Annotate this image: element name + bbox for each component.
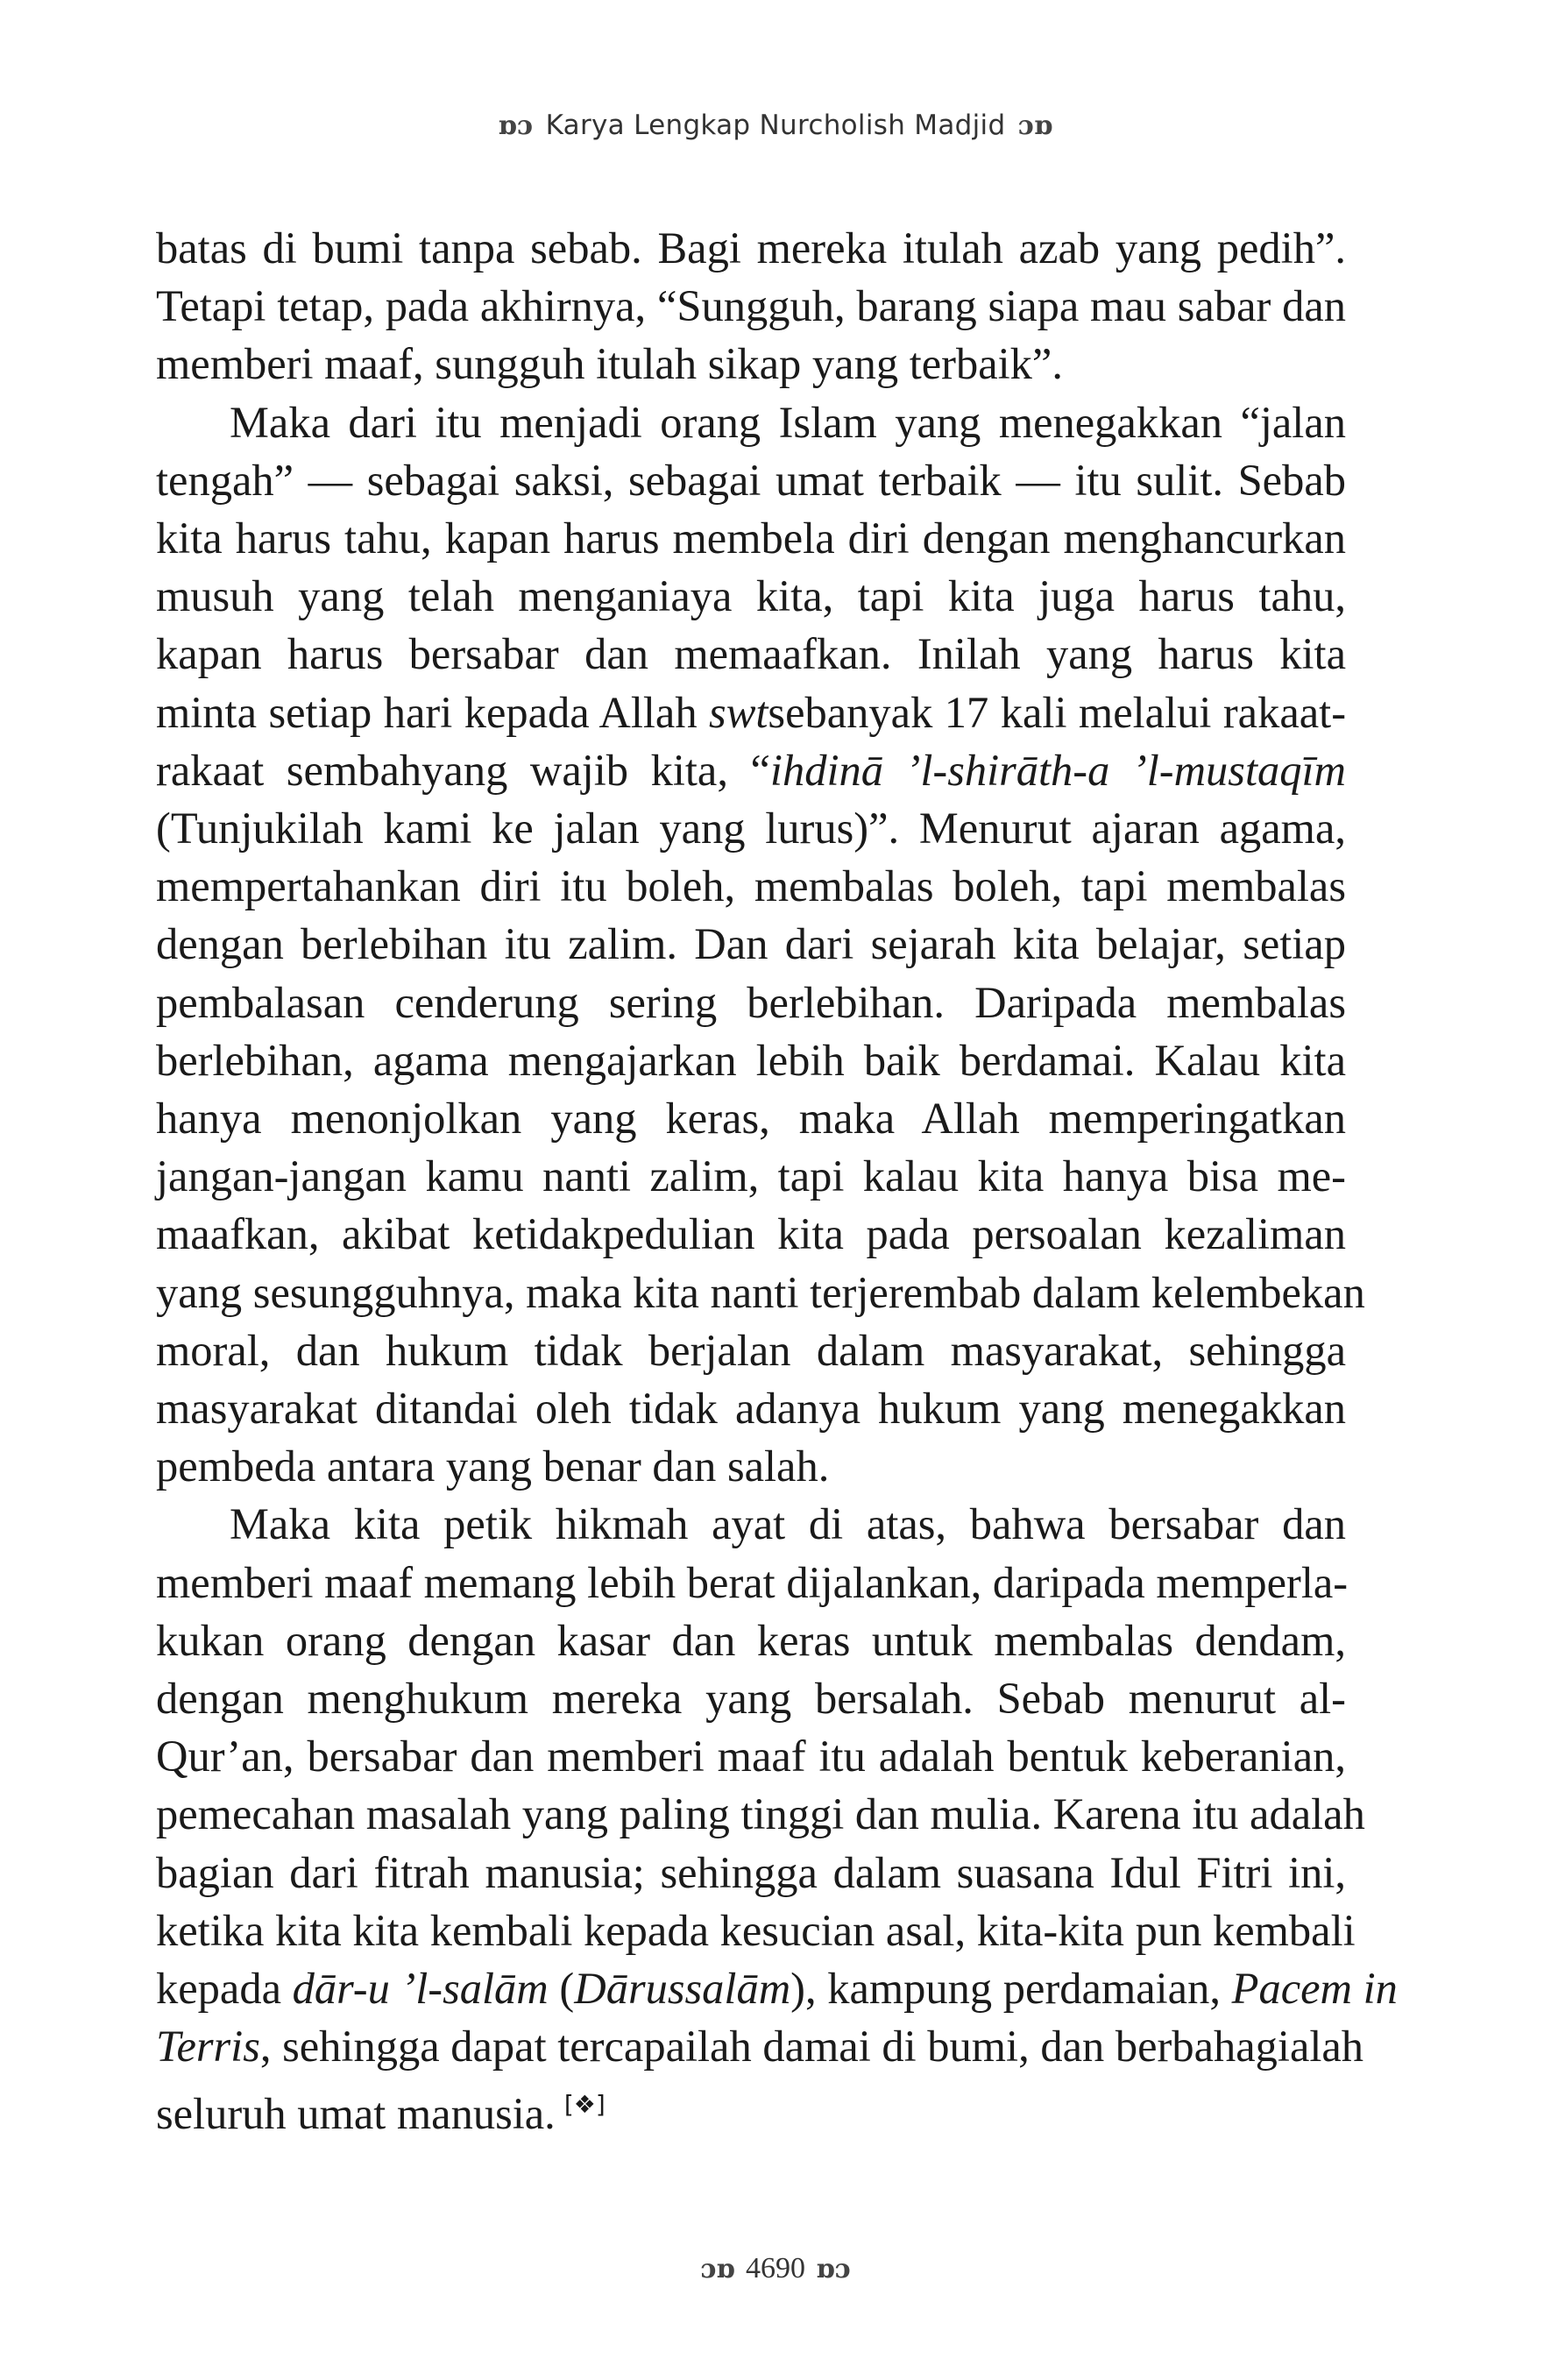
text-line: kita harus tahu, kapan harus membela diri dengan menghancurkan — [156, 514, 1346, 563]
text-line — [156, 684, 1346, 741]
text-segment: kepada — [156, 1964, 281, 2014]
text-line: masyarakat ditandai oleh tidak adanya hukum yang menegakkan — [156, 1384, 1346, 1434]
italic-term: Pacem in — [1231, 1964, 1398, 2014]
text-line: (Tunjukilah kami ke jalan yang lurus)”. Menurut ajaran agama, — [156, 804, 1346, 854]
text-segment: minta setiap hari kepada Allah — [156, 687, 698, 737]
text-line: Tetapi tetap, pada akhirnya, “Sungguh, barang siapa mau sabar dan — [156, 281, 1346, 331]
text-line: tengah” — sebagai saksi, sebagai umat terbaik — itu sulit. Sebab — [156, 455, 1346, 505]
text-line: hanya menonjolkan yang keras, maka Allah memperingatkan — [156, 1094, 1346, 1144]
text-line: yang sesungguhnya, maka kita nanti terjerembab dalam kelembekan — [156, 1267, 1365, 1317]
text-line: memberi maaf memang lebih berat dijalankan, daripada memperla- — [156, 1557, 1349, 1607]
text-line: dengan berlebihan itu zalim. Dan dari sejarah kita belajar, setiap — [156, 919, 1346, 969]
text-line — [156, 741, 1346, 799]
text-line: jangan-jangan kamu nanti zalim, tapi kalau kita hanya bisa me- — [156, 1151, 1346, 1201]
text-line — [156, 2017, 1364, 2075]
text-line: batas di bumi tanpa sebab. Bagi mereka itulah azab yang pedih”. — [156, 223, 1346, 273]
text-line: ketika kita kita kembali kepada kesucian asal, kita-kita pun kembali — [156, 1905, 1356, 1955]
paragraph-2 — [156, 393, 1365, 1496]
text-line — [156, 2076, 1346, 2143]
italic-term: Dārussalām — [574, 1964, 791, 2014]
running-header — [0, 110, 1551, 141]
italic-term: swt — [709, 687, 768, 737]
body-text — [156, 219, 1398, 2143]
text-line: Qur’an, bersabar dan memberi maaf itu adalah bentuk keberanian, — [156, 1732, 1346, 1781]
text-line: mempertahankan diri itu boleh, membalas boleh, tapi membalas — [156, 861, 1346, 911]
page-footer — [0, 2252, 1551, 2285]
end-mark-icon: [❖] — [563, 2089, 606, 2119]
text-line: maafkan, akibat ketidakpedulian kita pada persoalan kezaliman — [156, 1209, 1346, 1259]
page-number: 4690 — [746, 2252, 805, 2284]
book-title: Karya Lengkap Nurcholish Madjid — [545, 110, 1006, 141]
text-line: memberi maaf, sungguh itulah sikap yang terbaik”. — [156, 339, 1063, 389]
ornament-left-icon: ɒɔ — [498, 110, 534, 141]
italic-term: ihdinā ’l-shirāth-a ’l-mustaqīm — [769, 745, 1346, 795]
text-line: dengan menghukum mereka yang bersalah. Sebab menurut al- — [156, 1674, 1346, 1724]
text-segment: sebanyak 17 kali melalui rakaat- — [768, 687, 1347, 737]
text-line: pemecahan masalah yang paling tinggi dan mulia. Karena itu adalah — [156, 1789, 1365, 1839]
text-line: Maka dari itu menjadi orang Islam yang menegakkan “jalan — [230, 397, 1346, 447]
italic-term: Terris — [156, 2022, 260, 2072]
ornament-right-icon: ɔɒ — [1017, 110, 1053, 141]
ornament-right-icon: ɒɔ — [816, 2254, 851, 2284]
text-line: bagian dari fitrah manusia; sehingga dalam suasana Idul Fitri ini, — [156, 1847, 1346, 1897]
text-line: Maka kita petik hikmah ayat di atas, bahwa bersabar dan — [230, 1499, 1346, 1549]
text-segment: ), kampung perdamaian, — [790, 1964, 1221, 2014]
ornament-left-icon: ɔɒ — [700, 2254, 735, 2284]
text-line: moral, dan hukum tidak berjalan dalam masyarakat, sehingga — [156, 1325, 1346, 1375]
text-line: pembeda antara yang benar dan salah. — [156, 1441, 830, 1491]
text-segment: ( — [559, 1964, 575, 2014]
text-line — [156, 1959, 1398, 2017]
text-segment: rakaat sembahyang wajib kita, “ — [156, 745, 770, 795]
paragraph-1 — [156, 219, 1346, 393]
paragraph-3 — [156, 1495, 1398, 2142]
text-segment: seluruh umat manusia. — [156, 2088, 556, 2138]
text-line: pembalasan cenderung sering berlebihan. Daripada membalas — [156, 977, 1346, 1027]
text-line: musuh yang telah menganiaya kita, tapi kita juga harus tahu, — [156, 571, 1346, 621]
text-line: kukan orang dengan kasar dan keras untuk membalas dendam, — [156, 1615, 1346, 1665]
text-line: berlebihan, agama mengajarkan lebih baik berdamai. Kalau kita — [156, 1035, 1346, 1085]
text-line: kapan harus bersabar dan memaafkan. Inilah yang harus kita — [156, 629, 1346, 679]
italic-term: dār-u ’l-salām — [292, 1964, 549, 2014]
text-segment: , sehingga dapat tercapailah damai di bumi, dan berbahagialah — [259, 2022, 1364, 2072]
